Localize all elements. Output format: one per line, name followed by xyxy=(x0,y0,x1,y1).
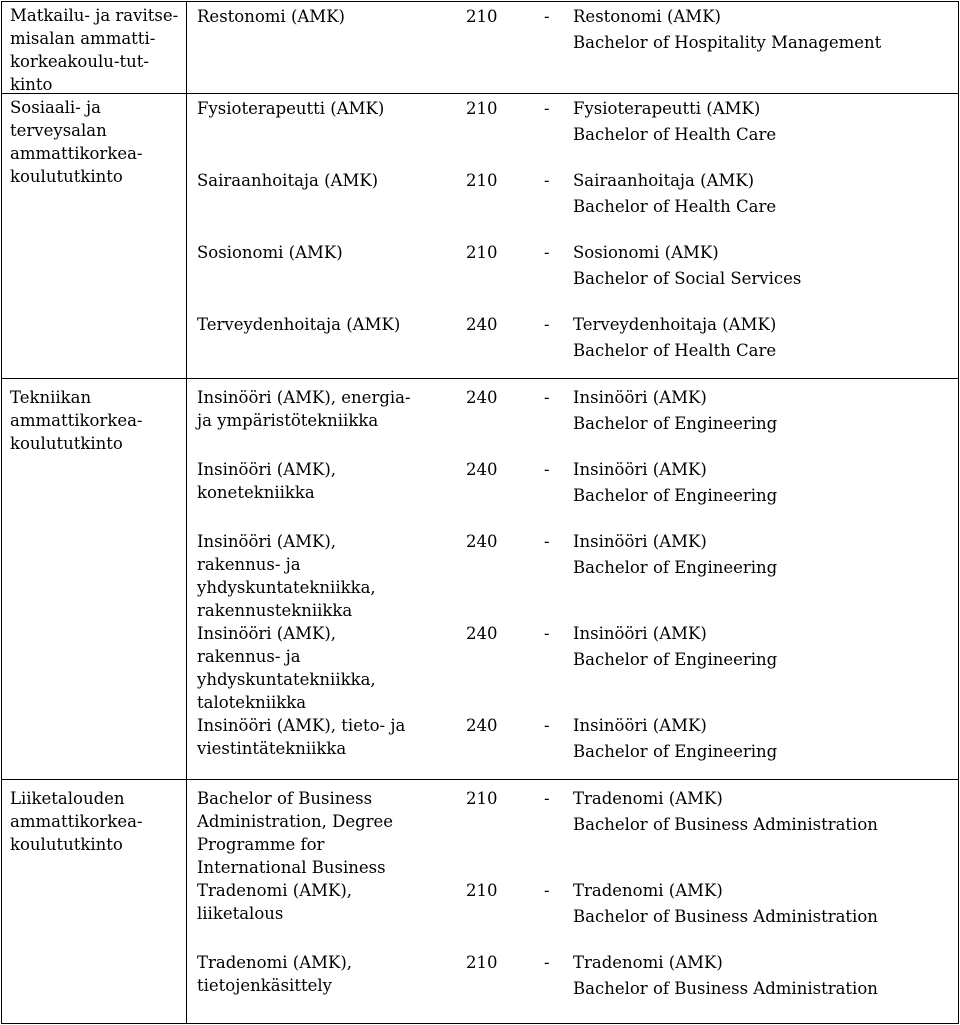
degree-title-fi: Insinööri (AMK) xyxy=(573,624,707,643)
dash: - xyxy=(544,881,550,900)
program-name: Insinööri (AMK), tieto- ja viestintätekniikka xyxy=(197,716,406,758)
credits: 210 xyxy=(466,243,498,262)
dash: - xyxy=(544,243,550,262)
credits: 240 xyxy=(466,315,498,334)
program-name: Sosionomi (AMK) xyxy=(197,243,343,262)
program-name: Bachelor of Business Administration, Degree Programme for International Business xyxy=(197,789,394,877)
degree-title-fi: Insinööri (AMK) xyxy=(573,532,707,551)
credits: 210 xyxy=(466,171,498,190)
dash: - xyxy=(544,532,550,551)
dash: - xyxy=(544,315,550,334)
faculty-name: Liiketalouden ammattikorkea- koulututkinto xyxy=(10,789,143,854)
program-name: Fysioterapeutti (AMK) xyxy=(197,99,385,118)
credits: 210 xyxy=(466,789,498,808)
degree-title-fi: Fysioterapeutti (AMK) xyxy=(573,99,761,118)
row-divider-faculty-2 xyxy=(1,378,958,379)
program-name: Tradenomi (AMK), tietojenkäsittely xyxy=(197,953,353,995)
dash: - xyxy=(544,624,550,643)
degree-title-fi: Sosionomi (AMK) xyxy=(573,243,719,262)
degree-title-fi: Restonomi (AMK) xyxy=(573,7,721,26)
table-border-top xyxy=(1,1,959,2)
degree-title-en: Bachelor of Business Administration xyxy=(573,815,878,834)
faculty-name: Sosiaali- ja terveysalan ammattikorkea- koulututkinto xyxy=(10,98,143,186)
degree-title-fi: Terveydenhoitaja (AMK) xyxy=(573,315,777,334)
credits: 210 xyxy=(466,7,498,26)
credits: 240 xyxy=(466,460,498,479)
faculty-name: Tekniikan ammattikorkea- koulututkinto xyxy=(10,388,143,453)
degree-title-en: Bachelor of Engineering xyxy=(573,742,778,761)
table-border-bottom xyxy=(1,1023,959,1024)
degree-title-en: Bachelor of Health Care xyxy=(573,125,777,144)
degree-title-en: Bachelor of Engineering xyxy=(573,650,778,669)
program-name: Insinööri (AMK), konetekniikka xyxy=(197,460,337,502)
dash: - xyxy=(544,388,550,407)
credits: 240 xyxy=(466,716,498,735)
credits: 210 xyxy=(466,953,498,972)
degree-title-en: Bachelor of Social Services xyxy=(573,269,802,288)
program-name: Insinööri (AMK), rakennus- ja yhdyskuntatekniikka, rakennustekniikka xyxy=(197,532,376,620)
program-name: Restonomi (AMK) xyxy=(197,7,345,26)
credits: 210 xyxy=(466,99,498,118)
program-name: Insinööri (AMK), energia- ja ympäristötekniikka xyxy=(197,388,411,430)
program-name: Tradenomi (AMK), liiketalous xyxy=(197,881,353,923)
row-divider-faculty-3 xyxy=(1,779,958,780)
degree-title-fi: Insinööri (AMK) xyxy=(573,388,707,407)
program-name: Insinööri (AMK), rakennus- ja yhdyskuntatekniikka, talotekniikka xyxy=(197,624,376,712)
dash: - xyxy=(544,460,550,479)
credits: 210 xyxy=(466,881,498,900)
credits: 240 xyxy=(466,624,498,643)
dash: - xyxy=(544,99,550,118)
degree-title-en: Bachelor of Health Care xyxy=(573,341,777,360)
degree-title-en: Bachelor of Business Administration xyxy=(573,979,878,998)
degree-title-en: Bachelor of Business Administration xyxy=(573,907,878,926)
degree-title-fi: Insinööri (AMK) xyxy=(573,716,707,735)
table-border-right xyxy=(958,1,959,1024)
degree-title-fi: Sairaanhoitaja (AMK) xyxy=(573,171,755,190)
dash: - xyxy=(544,716,550,735)
program-name: Sairaanhoitaja (AMK) xyxy=(197,171,379,190)
degree-title-fi: Tradenomi (AMK) xyxy=(573,881,723,900)
dash: - xyxy=(544,7,550,26)
degree-title-en: Bachelor of Hospitality Management xyxy=(573,33,882,52)
dash: - xyxy=(544,789,550,808)
table-border-left xyxy=(1,1,2,1024)
degree-title-en: Bachelor of Health Care xyxy=(573,197,777,216)
degree-title-fi: Tradenomi (AMK) xyxy=(573,789,723,808)
column-divider xyxy=(186,1,187,1024)
credits: 240 xyxy=(466,388,498,407)
program-name: Terveydenhoitaja (AMK) xyxy=(197,315,401,334)
dash: - xyxy=(544,171,550,190)
degree-title-en: Bachelor of Engineering xyxy=(573,414,778,433)
degree-title-fi: Insinööri (AMK) xyxy=(573,460,707,479)
degree-title-en: Bachelor of Engineering xyxy=(573,486,778,505)
credits: 240 xyxy=(466,532,498,551)
degree-title-en: Bachelor of Engineering xyxy=(573,558,778,577)
dash: - xyxy=(544,953,550,972)
degree-title-fi: Tradenomi (AMK) xyxy=(573,953,723,972)
faculty-name: Matkailu- ja ravitse- misalan ammatti- korkeakoulu-tut- kinto xyxy=(10,6,179,94)
